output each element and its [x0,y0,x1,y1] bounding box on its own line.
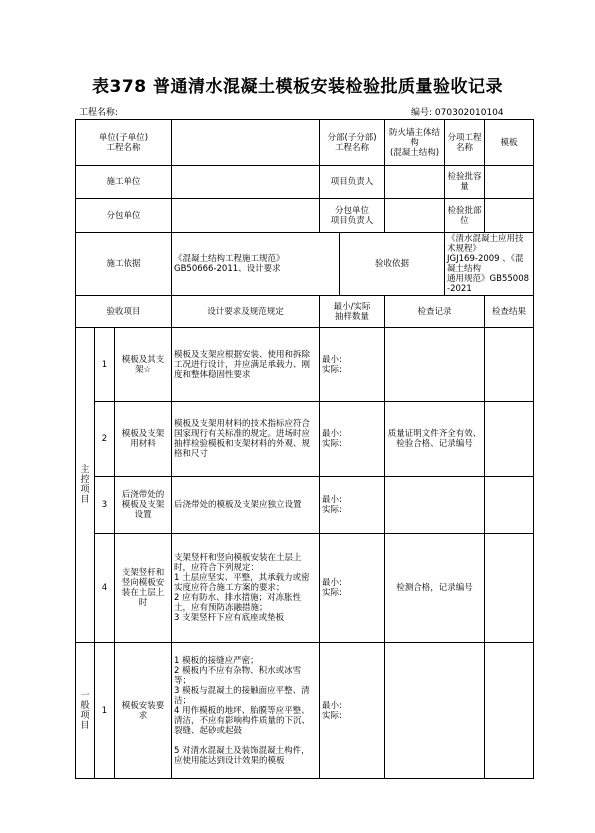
item-sample[interactable]: 最小: 实际: [320,328,385,402]
col-sample-header [320,296,385,328]
item-name: 模板及其支 架☆ [115,328,172,402]
batch-capacity-label-cell [445,166,485,199]
division-value-cell [385,120,445,166]
main-group-label: 主 控 项 目 [80,465,90,505]
project-leader-label-cell [320,166,385,199]
item-result[interactable] [485,643,534,779]
code-label: 编号: [411,108,433,118]
item-requirement: 1 模板的接缝应严密； 2 模板内不应有杂物、积水或冰雪等； 3 模板与混凝土的接触面应平整、清洁； 4 用作模板的地坪、胎膜等应平整、清洁，不应有影响构件质量的下沉、裂缝、起砂或起鼓 5 对清水混凝土及装饰混凝土构件，应使用能达到设计效果的模板 [172,643,320,779]
batch-part-label-cell [445,199,485,233]
item-sample[interactable]: 最小: 实际: [320,477,385,534]
general-group-cell [76,643,95,779]
construction-basis-label-cell [76,233,172,296]
project-name-label: 工程名称: [79,108,119,118]
item-no: 1 [95,643,115,779]
table-row [76,328,534,402]
item-sample[interactable]: 最小: 实际: [320,402,385,477]
col-record-header [385,296,485,328]
batch-part-value-cell[interactable] [485,199,534,233]
item-record[interactable] [385,643,485,779]
subitem-label: 分项工程名称 [447,132,482,153]
subcontractor-label-cell [76,199,172,233]
code-line [411,105,504,118]
col-requirement-label: 设计要求及规范规定 [207,306,284,317]
item-name: 后浇带处的 模板及支架 设置 [115,477,172,534]
table-row [76,643,534,779]
division-label-cell [320,120,385,166]
item-record[interactable] [385,477,485,534]
page-title: 表378 普通清水混凝土模板安装检验批质量验收记录 [92,77,503,97]
sub-leader-label: 分包单位 项目负责人 [330,205,374,226]
unit-value-cell[interactable] [172,120,320,166]
item-result[interactable] [485,477,534,534]
item-no: 1 [95,328,115,402]
acceptance-basis-label: 验收依据 [375,259,410,269]
col-item-label: 验收项目 [106,306,141,317]
item-record[interactable] [385,328,485,402]
project-leader-label: 项目负责人 [330,177,374,187]
table-row [76,534,534,643]
item-requirement: 模板及支架用材料的技术指标应符合国家现行有关标准的规定。进场时应抽样检验模板和支架材料的外观、规格和尺寸 [172,402,320,477]
construction-basis-value: 《混凝土结构工程施工规范》 GB50666-2011、设计要求 [174,254,285,274]
table-row [76,402,534,477]
item-sample[interactable]: 最小: 实际: [320,534,385,643]
division-value: 防火墙主体结构 (混凝土结构) [389,127,441,158]
item-name: 模板及支架 用材料 [115,402,172,477]
code-value: 070302010104 [434,108,504,118]
col-result-header [485,296,534,328]
col-item-header [76,296,172,328]
col-record-label: 检查记录 [417,306,452,317]
unit-label: 单位(子单位) 工程名称 [98,132,149,153]
item-result[interactable] [485,328,534,402]
item-sample[interactable]: 最小: 实际: [320,643,385,779]
item-requirement: 支架竖杆和竖向模板安装在土层上时，应符合下列规定： 1 土层应坚实、平整，其承载力或密实度应符合施工方案的要求； 2 应有防水、排水措施；对冻胀性土，应有预防冻融措施； 3 支架竖杆下应有底座或垫板 [172,534,320,643]
contractor-label-cell [76,166,172,199]
sub-leader-label-cell [320,199,385,233]
division-label: 分部(子分部) 工程名称 [327,132,377,153]
subitem-value-cell [485,120,534,166]
item-no: 4 [95,534,115,643]
col-result-label: 检查结果 [492,306,527,317]
subitem-value: 模板 [500,137,518,148]
item-name: 支架竖杆和 竖向模板安 装在土层上 时 [115,534,172,643]
item-requirement: 模板及支架应根据安装、使用和拆除工况进行设计，并应满足承载力、刚度和整体稳固性要求 [172,328,320,402]
item-record[interactable]: 质量证明文件齐全有效、检验合格、记录编号 [385,402,485,477]
batch-part-label: 检验批部位 [447,205,482,226]
subitem-label-cell [445,120,485,166]
item-no: 3 [95,477,115,534]
col-sample-label: 最小/实际 抽样数量 [333,301,371,322]
acceptance-basis-label-cell [340,233,445,296]
col-requirement-header [172,296,320,328]
item-record[interactable]: 检测合格，记录编号 [385,534,485,643]
subcontractor-label: 分包单位 [106,210,141,221]
contractor-value-cell[interactable] [172,166,320,199]
item-result[interactable] [485,402,534,477]
unit-label-cell [76,120,172,166]
item-no: 2 [95,402,115,477]
batch-capacity-label: 检验批容量 [447,172,482,192]
item-requirement: 后浇带处的模板及支架应独立设置 [172,477,320,534]
acceptance-basis-value-cell [445,233,534,296]
item-name: 模板安装要 求 [115,643,172,779]
main-group-cell [76,328,95,643]
contractor-label: 施工单位 [106,177,141,187]
item-result[interactable] [485,534,534,643]
acceptance-record-table [75,119,534,779]
sub-leader-value-cell[interactable] [385,199,445,233]
acceptance-basis-value: 《清水混凝土应用技术规程》 JGJ169-2009 、《混凝土结构 通用规范》GB55008-2021 [447,234,530,294]
construction-basis-value-cell [172,233,340,296]
general-group-label: 一 般 项 目 [80,690,90,731]
subcontractor-value-cell[interactable] [172,199,320,233]
table-row [76,477,534,534]
construction-basis-label: 施工依据 [106,259,141,269]
project-leader-value-cell[interactable] [385,166,445,199]
batch-capacity-value-cell[interactable] [485,166,534,199]
